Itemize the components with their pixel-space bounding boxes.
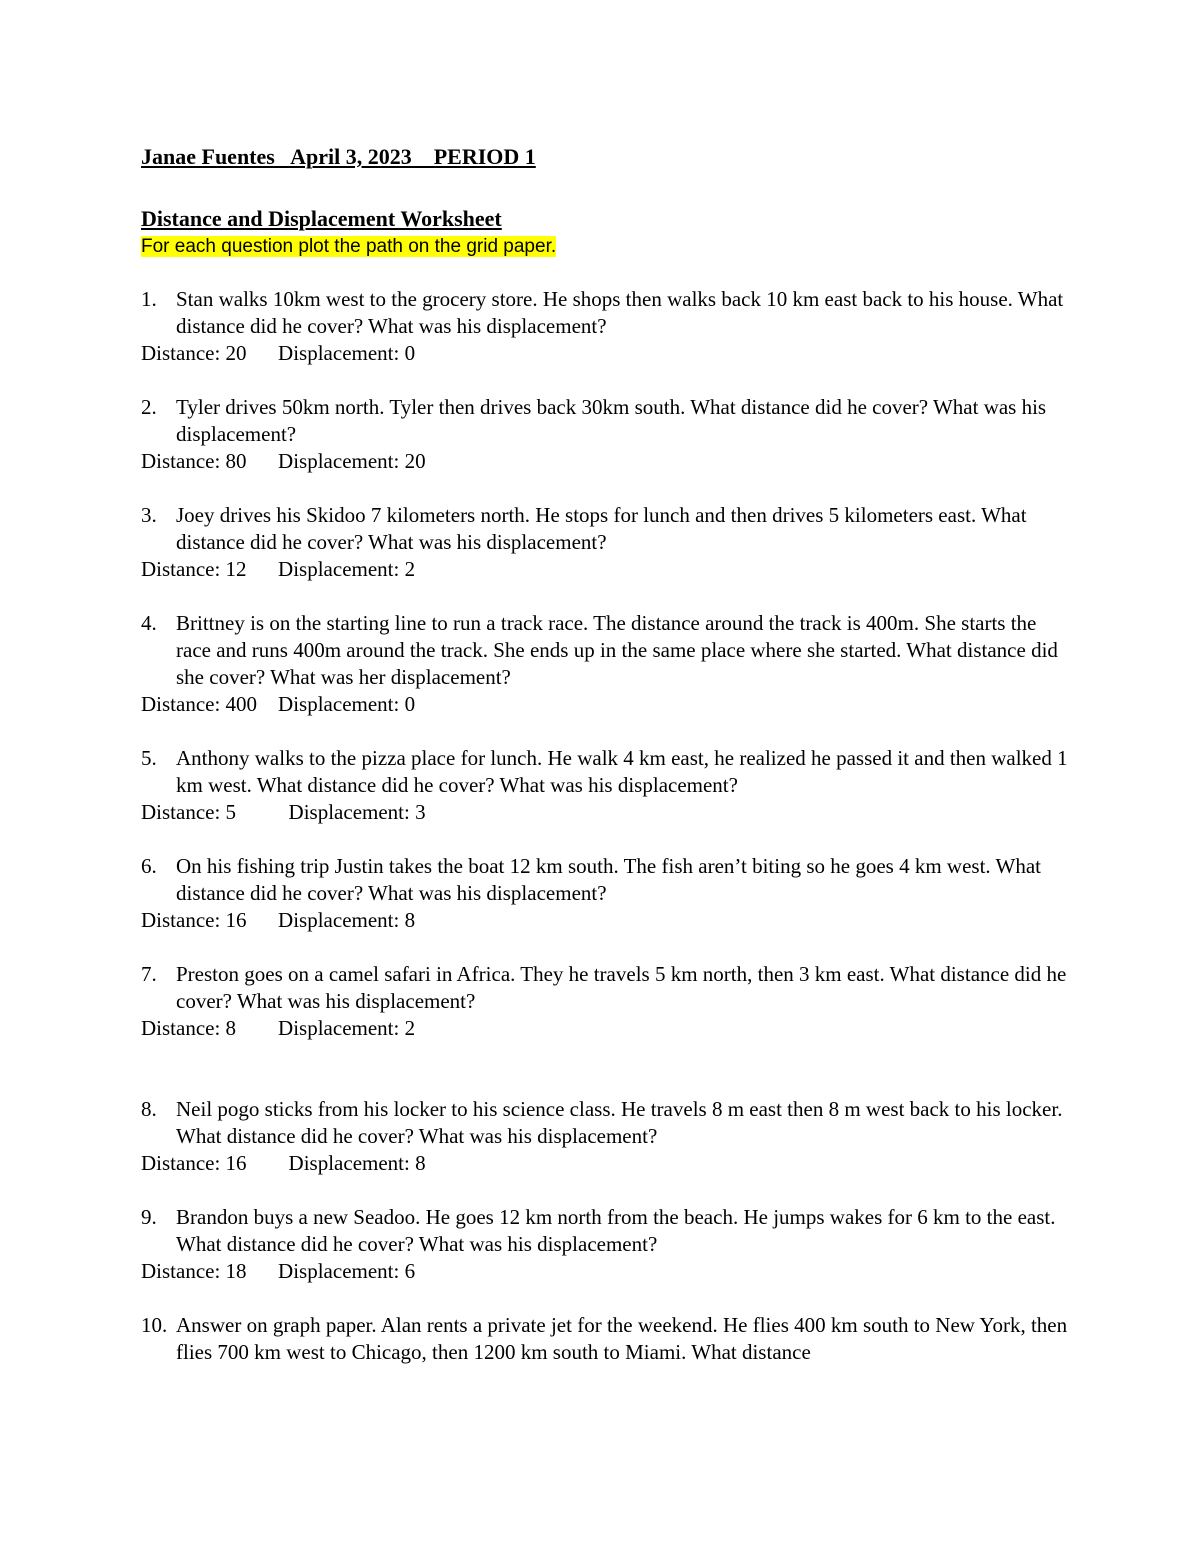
instruction-highlight: For each question plot the path on the grid paper. <box>141 236 557 257</box>
question-text: On his fishing trip Justin takes the boat 12 km south. The fish aren’t biting so he goes 4 km west. What distance did he cover? What was his displacement? <box>176 854 1041 905</box>
question-text: Answer on graph paper. Alan rents a private jet for the weekend. He flies 400 km south to New York, then flies 700 km west to Chicago, then 1200 km south to Miami. What distance <box>176 1313 1068 1364</box>
question-number: 10. <box>141 1313 168 1337</box>
question-number: 8. <box>141 1097 157 1121</box>
question-number: 4. <box>141 611 157 635</box>
question-number: 9. <box>141 1205 157 1229</box>
question-item <box>141 1312 1071 1366</box>
question-text: Tyler drives 50km north. Tyler then drives back 30km south. What distance did he cover? What was his displacement? <box>176 395 1047 446</box>
worksheet-title: Distance and Displacement Worksheet <box>141 206 502 231</box>
question-item <box>141 394 1071 475</box>
question-text: Neil pogo sticks from his locker to his science class. He travels 8 m east then 8 m west back to his locker. What distance did he cover? What was his displacement? <box>176 1097 1063 1148</box>
question-item <box>141 286 1071 367</box>
question-answer: Distance: 16 Displacement: 8 <box>141 908 416 932</box>
question-item <box>141 502 1071 583</box>
question-answer: Distance: 18 Displacement: 6 <box>141 1259 416 1283</box>
question-answer: Distance: 80 Displacement: 20 <box>141 449 426 473</box>
question-number: 1. <box>141 287 157 311</box>
question-item <box>141 961 1071 1042</box>
question-text: Anthony walks to the pizza place for lunch. He walk 4 km east, he realized he passed it and then walked 1 km west. What distance did he cover? What was his displacement? <box>176 746 1068 797</box>
question-number: 7. <box>141 962 157 986</box>
worksheet-instruction <box>141 234 1071 260</box>
question-text: Joey drives his Skidoo 7 kilometers north. He stops for lunch and then drives 5 kilometers east. What distance did he cover? What was his displacement? <box>176 503 1027 554</box>
question-text: Preston goes on a camel safari in Africa. They he travels 5 km north, then 3 km east. What distance did he cover? What was his displacement? <box>176 962 1067 1013</box>
question-answer: Distance: 12 Displacement: 2 <box>141 557 416 581</box>
question-list <box>141 286 1071 1366</box>
student-header: Janae Fuentes April 3, 2023 PERIOD 1 <box>141 144 536 169</box>
question-item <box>141 610 1071 718</box>
question-text: Brittney is on the starting line to run a track race. The distance around the track is 400m. She starts the race and runs 400m around the track. She ends up in the same place where she started. What distance did she cover? What was her displacement? <box>176 611 1058 689</box>
question-answer: Distance: 8 Displacement: 2 <box>141 1016 416 1040</box>
question-answer: Distance: 400 Displacement: 0 <box>141 692 416 716</box>
document-content <box>141 142 1071 1393</box>
question-item <box>141 745 1071 826</box>
question-number: 5. <box>141 746 157 770</box>
question-number: 2. <box>141 395 157 419</box>
question-answer: Distance: 16 Displacement: 8 <box>141 1151 426 1175</box>
question-number: 3. <box>141 503 157 527</box>
question-text: Stan walks 10km west to the grocery store. He shops then walks back 10 km east back to his house. What distance did he cover? What was his displacement? <box>176 287 1064 338</box>
question-number: 6. <box>141 854 157 878</box>
question-answer: Distance: 5 Displacement: 3 <box>141 800 426 824</box>
question-text: Brandon buys a new Seadoo. He goes 12 km north from the beach. He jumps wakes for 6 km to the east. What distance did he cover? What was his displacement? <box>176 1205 1056 1256</box>
question-answer: Distance: 20 Displacement: 0 <box>141 341 416 365</box>
question-item <box>141 1096 1071 1177</box>
question-item <box>141 1204 1071 1285</box>
question-item <box>141 853 1071 934</box>
